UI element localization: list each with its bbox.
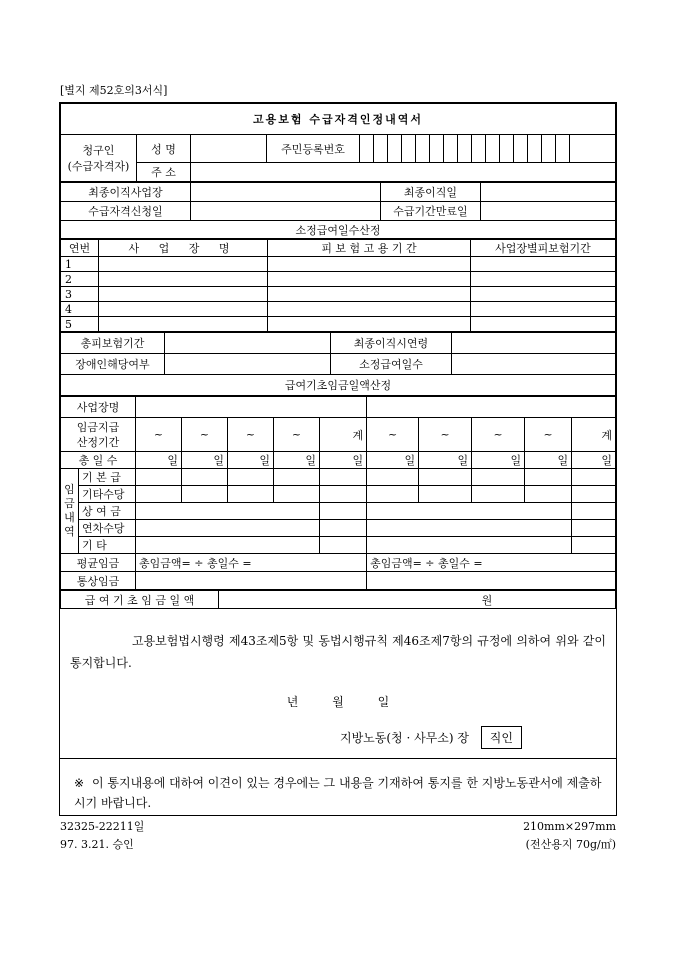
day-cell[interactable]: 일 — [228, 452, 274, 469]
last-employer-label: 최종이직사업장 — [61, 183, 191, 202]
history-cell[interactable] — [99, 287, 268, 302]
history-cell[interactable] — [99, 272, 268, 287]
wage-cell[interactable] — [572, 520, 616, 537]
wage-period-line2: 산정기간 — [76, 435, 120, 449]
history-row-no: 2 — [61, 272, 99, 287]
wage-cell[interactable] — [136, 537, 320, 554]
disability-label: 장애인해당여부 — [61, 354, 165, 375]
resident-no-label: 주민등록번호 — [267, 135, 360, 163]
wage-cell[interactable] — [320, 537, 367, 554]
resident-no-box[interactable] — [514, 135, 528, 163]
wage-cell[interactable] — [472, 469, 525, 486]
average-wage-formula-b[interactable]: 총임금액= ÷ 총일수 = — [367, 554, 616, 572]
paper-size: 210mm×297mm — [523, 820, 616, 833]
history-cell[interactable] — [471, 272, 616, 287]
history-header-no: 연번 — [61, 240, 99, 257]
note — [60, 758, 616, 813]
benefit-days-field[interactable] — [452, 354, 616, 375]
wage-cell[interactable] — [320, 469, 367, 486]
applicant-table — [60, 103, 616, 182]
benefit-days-label: 소정급여일수 — [331, 354, 452, 375]
resident-no-box[interactable] — [528, 135, 542, 163]
history-cell[interactable] — [471, 317, 616, 332]
period-tilde[interactable]: ~ — [136, 418, 182, 452]
base-wage-table — [60, 590, 616, 609]
wage-cell[interactable] — [367, 486, 419, 503]
resident-no-box[interactable] — [570, 135, 616, 163]
wage-item-label: 기 본 급 — [79, 469, 136, 486]
day-cell[interactable]: 일 — [136, 452, 182, 469]
history-header-workplace: 사 업 장 명 — [99, 240, 268, 257]
period-total-b: 계 — [572, 418, 616, 452]
resident-no-box[interactable] — [542, 135, 556, 163]
history-cell[interactable] — [99, 317, 268, 332]
footer-right — [523, 818, 616, 854]
wage-cell[interactable] — [320, 503, 367, 520]
wage-cell[interactable] — [367, 537, 572, 554]
day-cell[interactable]: 일 — [525, 452, 572, 469]
resident-no-box[interactable] — [486, 135, 500, 163]
wage-item-label: 연차수당 — [79, 520, 136, 537]
form-code: 32325-22211일 — [60, 820, 145, 833]
wage-item-label: 기 타 — [79, 537, 136, 554]
paper-spec: (전산용지 70g/㎡) — [525, 838, 616, 851]
history-cell[interactable] — [471, 257, 616, 272]
wage-cell[interactable] — [182, 486, 228, 503]
history-cell[interactable] — [268, 317, 471, 332]
period-tilde[interactable]: ~ — [525, 418, 572, 452]
wage-cell[interactable] — [572, 469, 616, 486]
history-cell[interactable] — [99, 257, 268, 272]
approval-date: 97. 3.21. 승인 — [60, 838, 134, 851]
resident-no-box[interactable] — [472, 135, 486, 163]
day-cell[interactable]: 일 — [472, 452, 525, 469]
history-row-no: 1 — [61, 257, 99, 272]
office-line — [340, 726, 522, 749]
resident-no-box[interactable] — [556, 135, 570, 163]
day-cell[interactable]: 일 — [320, 452, 367, 469]
wage-cell[interactable] — [136, 469, 182, 486]
history-table — [60, 239, 616, 332]
notice-text: 고용보험법시행령 제43조제5항 및 동법시행규칙 제46조제7항의 규정에 의하여 위와 같이 통지합니다. — [70, 634, 606, 670]
period-total-a: 계 — [320, 418, 367, 452]
wage-period-line1: 임금지급 — [76, 420, 120, 434]
wage-cell[interactable] — [367, 469, 419, 486]
name-field[interactable] — [191, 135, 267, 163]
wage-cell[interactable] — [419, 486, 472, 503]
average-wage-label: 평균임금 — [61, 554, 136, 572]
resident-no-box[interactable] — [458, 135, 472, 163]
wage-cell[interactable] — [419, 469, 472, 486]
benefit-end-date-label: 수급기간만료일 — [381, 202, 481, 221]
ordinary-wage-label: 통상임금 — [61, 572, 136, 590]
section-benefit-days: 소정급여일수산정 — [61, 221, 616, 239]
age-at-leave-label: 최종이직시연령 — [331, 333, 452, 354]
history-cell[interactable] — [268, 257, 471, 272]
seal-box: 직인 — [481, 726, 522, 749]
history-cell[interactable] — [268, 302, 471, 317]
resident-no-box[interactable] — [500, 135, 514, 163]
office-label: 지방노동(청 · 사무소) 장 — [340, 731, 469, 745]
wage-detail-char: 임 — [64, 483, 75, 496]
history-cell[interactable] — [471, 287, 616, 302]
address-field[interactable] — [191, 163, 616, 182]
total-days-label: 총 일 수 — [61, 452, 136, 469]
summary-table — [60, 332, 616, 396]
footer-left — [60, 818, 144, 854]
resident-no-box[interactable] — [360, 135, 374, 163]
day-cell[interactable]: 일 — [274, 452, 320, 469]
form-title: 고용보험 수급자격인정내역서 — [61, 104, 616, 135]
total-insured-period-label: 총피보험기간 — [61, 333, 165, 354]
name-label: 성 명 — [137, 135, 191, 163]
wage-detail-label — [61, 469, 79, 554]
base-daily-label: 급 여 기 초 임 금 일 액 — [61, 591, 219, 609]
wage-period-label — [61, 418, 136, 452]
last-employer-field[interactable] — [191, 183, 381, 202]
wage-workplace-field-b[interactable] — [367, 397, 616, 418]
form-sheet — [59, 102, 617, 816]
period-tilde[interactable]: ~ — [274, 418, 320, 452]
wage-workplace-field-a[interactable] — [136, 397, 367, 418]
total-insured-period-field[interactable] — [165, 333, 331, 354]
day-cell[interactable]: 일 — [182, 452, 228, 469]
resident-no-box[interactable] — [430, 135, 444, 163]
wage-item-label: 상 여 금 — [79, 503, 136, 520]
period-tilde[interactable]: ~ — [228, 418, 274, 452]
ordinary-wage-field-a[interactable] — [136, 572, 367, 590]
wage-cell[interactable] — [136, 520, 320, 537]
disability-field[interactable] — [165, 354, 331, 375]
wage-cell[interactable] — [228, 486, 274, 503]
wage-cell[interactable] — [320, 520, 367, 537]
note-mark-icon: ※ — [74, 776, 85, 790]
qual-apply-date-label: 수급자격신청일 — [61, 202, 191, 221]
resident-no-box[interactable] — [416, 135, 430, 163]
history-cell[interactable] — [99, 302, 268, 317]
wage-cell[interactable] — [274, 486, 320, 503]
form-reference: [별지 제52호의3서식] — [60, 84, 168, 97]
date-line[interactable]: 년 월 일 — [286, 695, 390, 709]
won-unit: 원 — [481, 593, 493, 607]
applicant-label-line2: (수급자격자) — [67, 160, 130, 173]
history-cell[interactable] — [471, 302, 616, 317]
history-header-period: 피 보 험 고 용 기 간 — [268, 240, 471, 257]
wage-table — [60, 396, 616, 590]
average-wage-formula-a[interactable]: 총임금액= ÷ 총일수 = — [136, 554, 367, 572]
wage-cell[interactable] — [136, 486, 182, 503]
wage-detail-char: 역 — [64, 525, 75, 538]
day-cell[interactable]: 일 — [419, 452, 472, 469]
wage-cell[interactable] — [274, 469, 320, 486]
resident-no-box[interactable] — [444, 135, 458, 163]
qual-apply-date-field[interactable] — [191, 202, 381, 221]
base-daily-field[interactable] — [219, 591, 616, 609]
wage-cell[interactable] — [525, 469, 572, 486]
wage-cell[interactable] — [367, 503, 572, 520]
wage-detail-char: 금 — [64, 497, 75, 510]
age-at-leave-field[interactable] — [452, 333, 616, 354]
resident-no-box[interactable] — [402, 135, 416, 163]
history-row-no: 3 — [61, 287, 99, 302]
wage-cell[interactable] — [472, 486, 525, 503]
day-cell[interactable]: 일 — [367, 452, 419, 469]
wage-cell[interactable] — [320, 486, 367, 503]
wage-cell[interactable] — [572, 503, 616, 520]
history-header-workplace-period: 사업장별피보험기간 — [471, 240, 616, 257]
wage-cell[interactable] — [228, 469, 274, 486]
section-wage: 급여기초임금일액산정 — [61, 375, 616, 396]
employer-table — [60, 182, 616, 239]
wage-cell[interactable] — [525, 486, 572, 503]
period-tilde[interactable]: ~ — [367, 418, 419, 452]
ordinary-wage-field-b[interactable] — [367, 572, 616, 590]
last-leave-date-field[interactable] — [481, 183, 616, 202]
benefit-end-date-field[interactable] — [481, 202, 616, 221]
history-row-no: 5 — [61, 317, 99, 332]
day-cell[interactable]: 일 — [572, 452, 616, 469]
period-tilde[interactable]: ~ — [472, 418, 525, 452]
wage-cell[interactable] — [182, 469, 228, 486]
history-row-no: 4 — [61, 302, 99, 317]
resident-no-box[interactable] — [374, 135, 388, 163]
note-text: 이 통지내용에 대하여 이견이 있는 경우에는 그 내용을 기재하여 통지를 한 지방노동관서에 제출하시기 바랍니다. — [74, 776, 602, 810]
applicant-label-line1: 청구인 — [82, 144, 115, 157]
wage-item-label: 기타수당 — [79, 486, 136, 503]
wage-workplace-label: 사업장명 — [61, 397, 136, 418]
resident-no-box[interactable] — [388, 135, 402, 163]
wage-cell[interactable] — [572, 537, 616, 554]
last-leave-date-label: 최종이직일 — [381, 183, 481, 202]
wage-detail-char: 내 — [64, 511, 75, 524]
wage-cell[interactable] — [572, 486, 616, 503]
period-tilde[interactable]: ~ — [182, 418, 228, 452]
wage-cell[interactable] — [367, 520, 572, 537]
address-label: 주 소 — [137, 163, 191, 182]
period-tilde[interactable]: ~ — [419, 418, 472, 452]
applicant-label — [61, 135, 137, 182]
history-cell[interactable] — [268, 287, 471, 302]
history-cell[interactable] — [268, 272, 471, 287]
wage-cell[interactable] — [136, 503, 320, 520]
